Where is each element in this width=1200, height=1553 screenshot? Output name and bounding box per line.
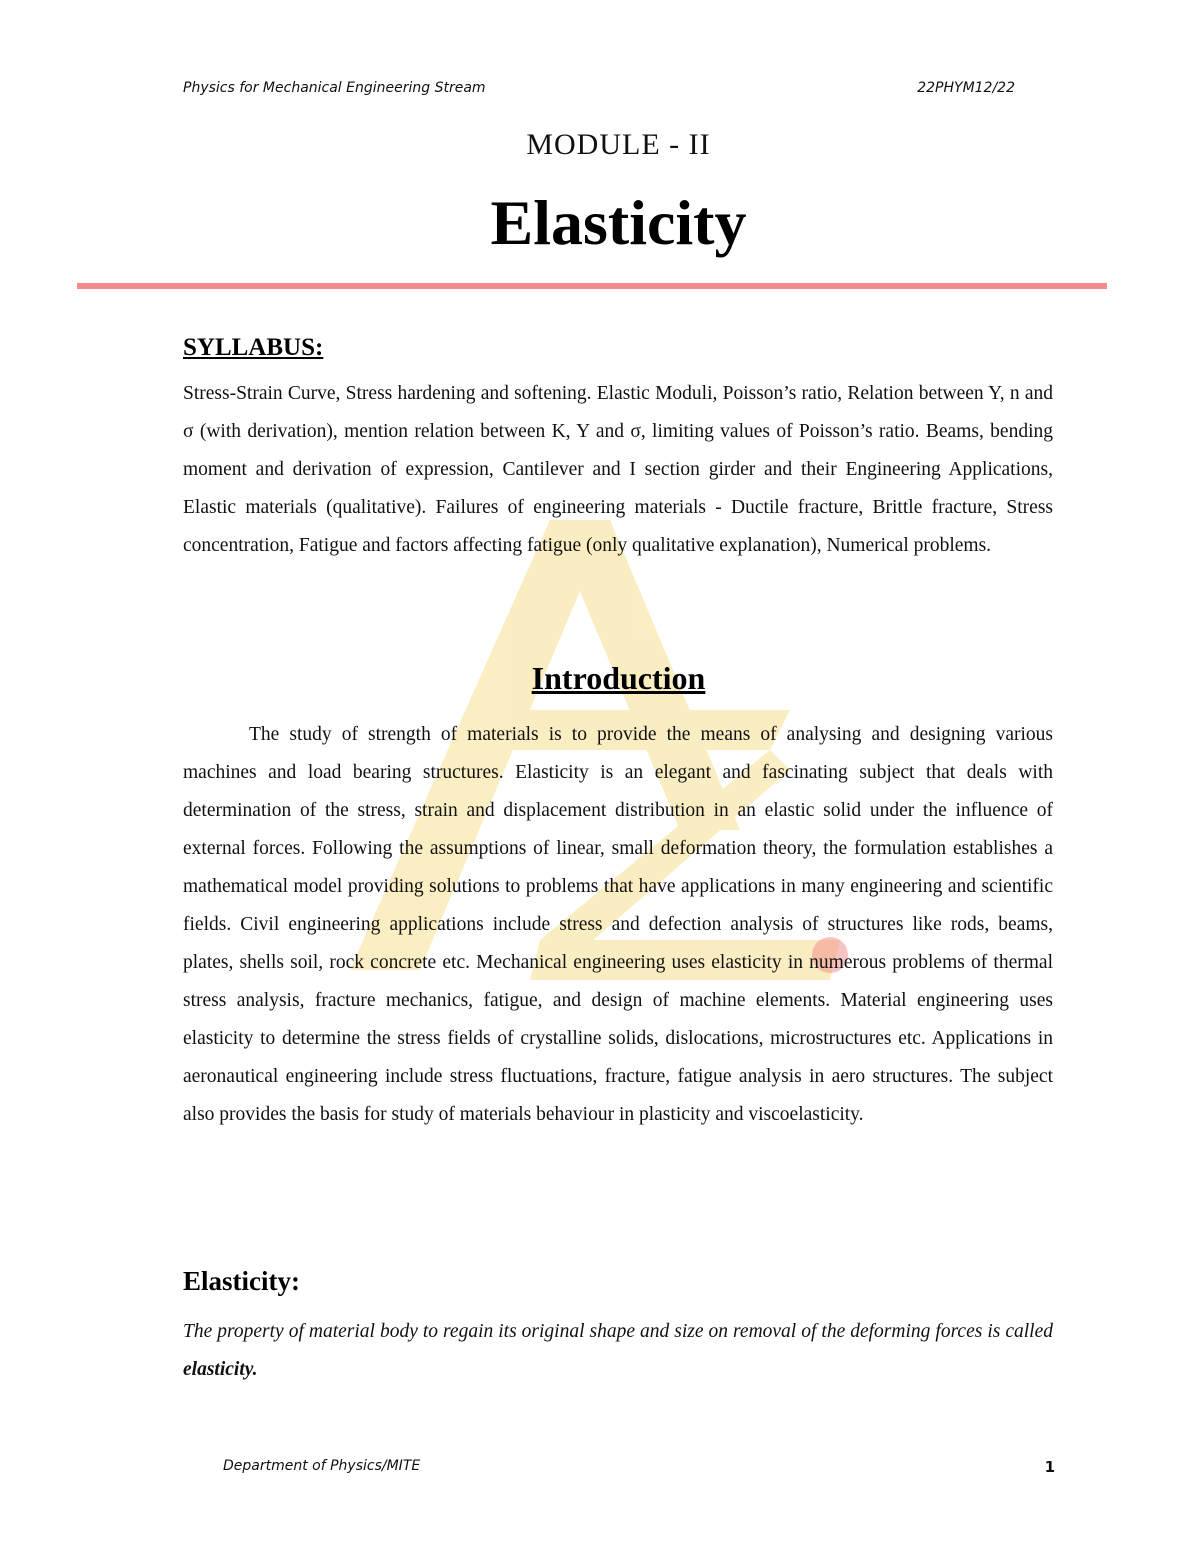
header-course-title: Physics for Mechanical Engineering Stream xyxy=(183,80,486,96)
introduction-heading: Introduction xyxy=(531,660,706,696)
syllabus-heading: SYLLABUS: xyxy=(183,334,324,361)
definition-text: The property of material body to regain its original shape and size on removal of the deforming forces is called xyxy=(183,1321,1053,1342)
introduction-paragraph: The study of strength of materials is to provide the means of analysing and designing various machines and load bearing structures. Elasticity is an elegant and fascinating subject that deals with determination of the stress, strain and displacement distribution in an elastic solid under the influence of external forces. Following the assumptions of linear, small deformation theory, the formulation establishes a mathematical model providing solutions to problems that have applications in many engineering and scientific fields. Civil engineering applications include stress and defection analysis of structures like rods, beams, plates, shells soil, rock concrete etc. Mechanical engineering uses elasticity in numerous problems of thermal stress analysis, fracture mechanics, fatigue, and design of machine elements. Material engineering uses elasticity to determine the stress fields of crystalline solids, dislocations, microstructures etc. Applications in aeronautical engineering include stress fluctuations, fracture, fatigue analysis in aero structures. The subject also provides the basis for study of materials behaviour in plasticity and viscoelasticity. xyxy=(183,724,1053,1125)
title-divider xyxy=(77,283,1107,289)
definition-term: elasticity. xyxy=(183,1359,258,1380)
elasticity-heading: Elasticity: xyxy=(183,1266,300,1296)
elasticity-definition xyxy=(183,1313,1053,1389)
page-number: 1 xyxy=(1044,1458,1055,1476)
module-title: MODULE - II xyxy=(526,128,711,161)
syllabus-text: Stress-Strain Curve, Stress hardening and softening. Elastic Moduli, Poisson’s ratio, Relation between Y, n and σ (with derivation), mention relation between K, Y and σ, limiting values of Poisson’s ratio. Beams, bending moment and derivation of expression, Cantilever and I section girder and their Engineering Applications, Elastic materials (qualitative). Failures of engineering materials - Ductile fracture, Brittle fracture, Stress concentration, Fatigue and factors affecting fatigue (only qualitative explanation), Numerical problems. xyxy=(183,383,1053,556)
page-title: Elasticity xyxy=(490,187,747,258)
footer-department: Department of Physics/MITE xyxy=(223,1458,421,1474)
header-course-code: 22PHYM12/22 xyxy=(917,80,1015,96)
